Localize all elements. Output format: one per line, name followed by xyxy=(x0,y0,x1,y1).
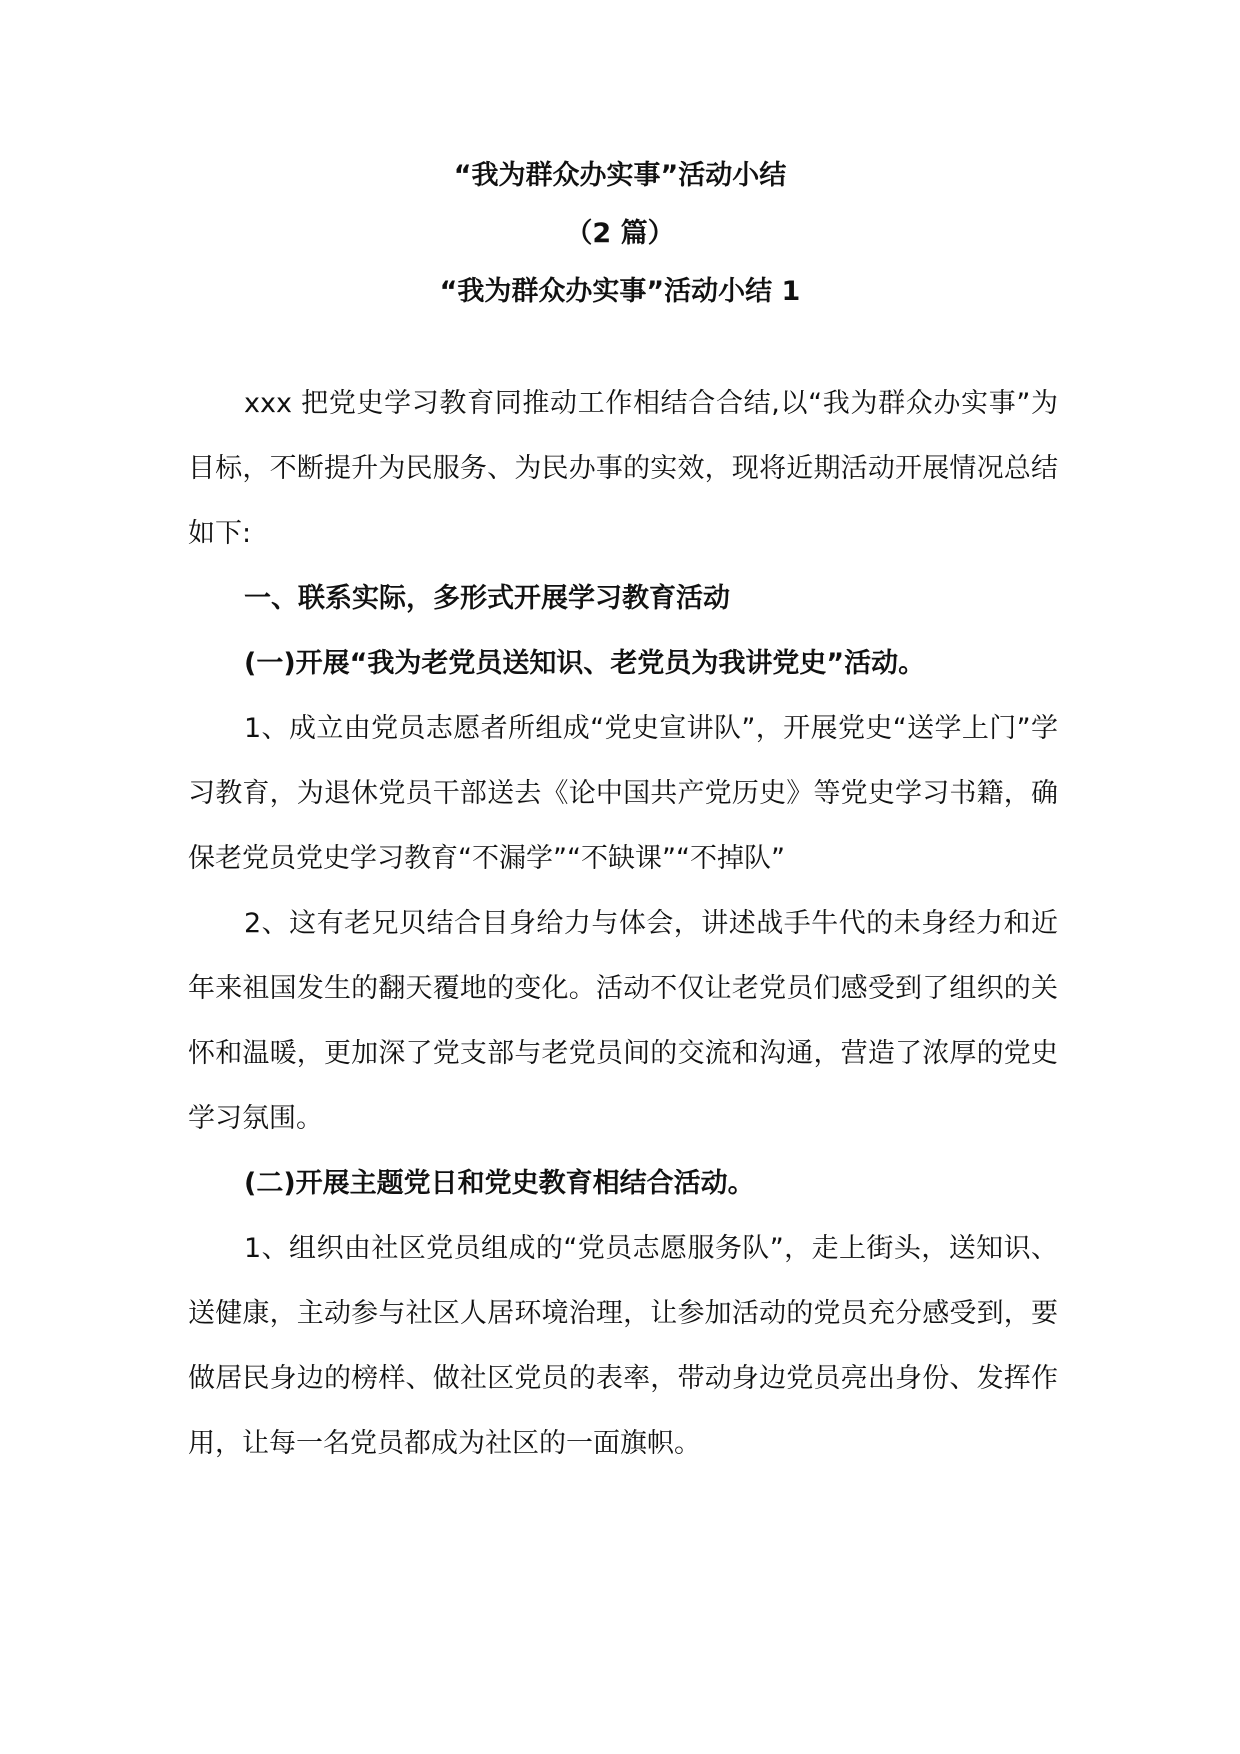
paragraph-item-1: 1、成立由党员志愿者所组成“党史宣讲队”，开展党史“送学上门”学习教育，为退休党员干部送去《论中国共产党历史》等党史学习书籍，确保老党员党史学习教育“不漏学”“不缺课”“不掉队” xyxy=(188,713,1058,874)
document-subtitle: “我为群众办实事”活动小结 1 xyxy=(439,276,801,307)
subsection-heading-2: (二)开展主题党日和党史教育相结合活动。 xyxy=(244,1168,755,1199)
paragraph-intro: xxx 把党史学习教育同推动工作相结合合结,以“我为群众办实事”为目标，不断提升为民服务、为民办事的实效，现将近期活动开展情况总结如下: xyxy=(188,388,1058,549)
document-title: “我为群众办实事”活动小结 xyxy=(453,160,787,191)
subsection-heading-1: (一)开展“我为老党员送知识、老党员为我讲党史”活动。 xyxy=(244,648,926,679)
paragraph-item-2: 2、这有老兄贝结合目身给力与体会，讲述战手牛代的未身经力和近年来祖国发生的翻天覆地的变化。活动不仅让老党员们感受到了组织的关怀和温暖，更加深了党支部与老党员间的交流和沟通，营造了浓厚的党史学习氛围。 xyxy=(188,908,1058,1134)
document-count-note: （2 篇） xyxy=(565,218,675,249)
paragraph-item-3: 1、组织由社区党员组成的“党员志愿服务队”，走上街头，送知识、送健康，主动参与社区人居环境治理，让参加活动的党员充分感受到，要做居民身边的榜样、做社区党员的表率，带动身边党员亮出身份、发挥作用，让每一名党员都成为社区的一面旗帜。 xyxy=(188,1233,1058,1459)
section-heading-1: 一、联系实际，多形式开展学习教育活动 xyxy=(244,583,730,614)
document-body xyxy=(188,371,1058,1476)
